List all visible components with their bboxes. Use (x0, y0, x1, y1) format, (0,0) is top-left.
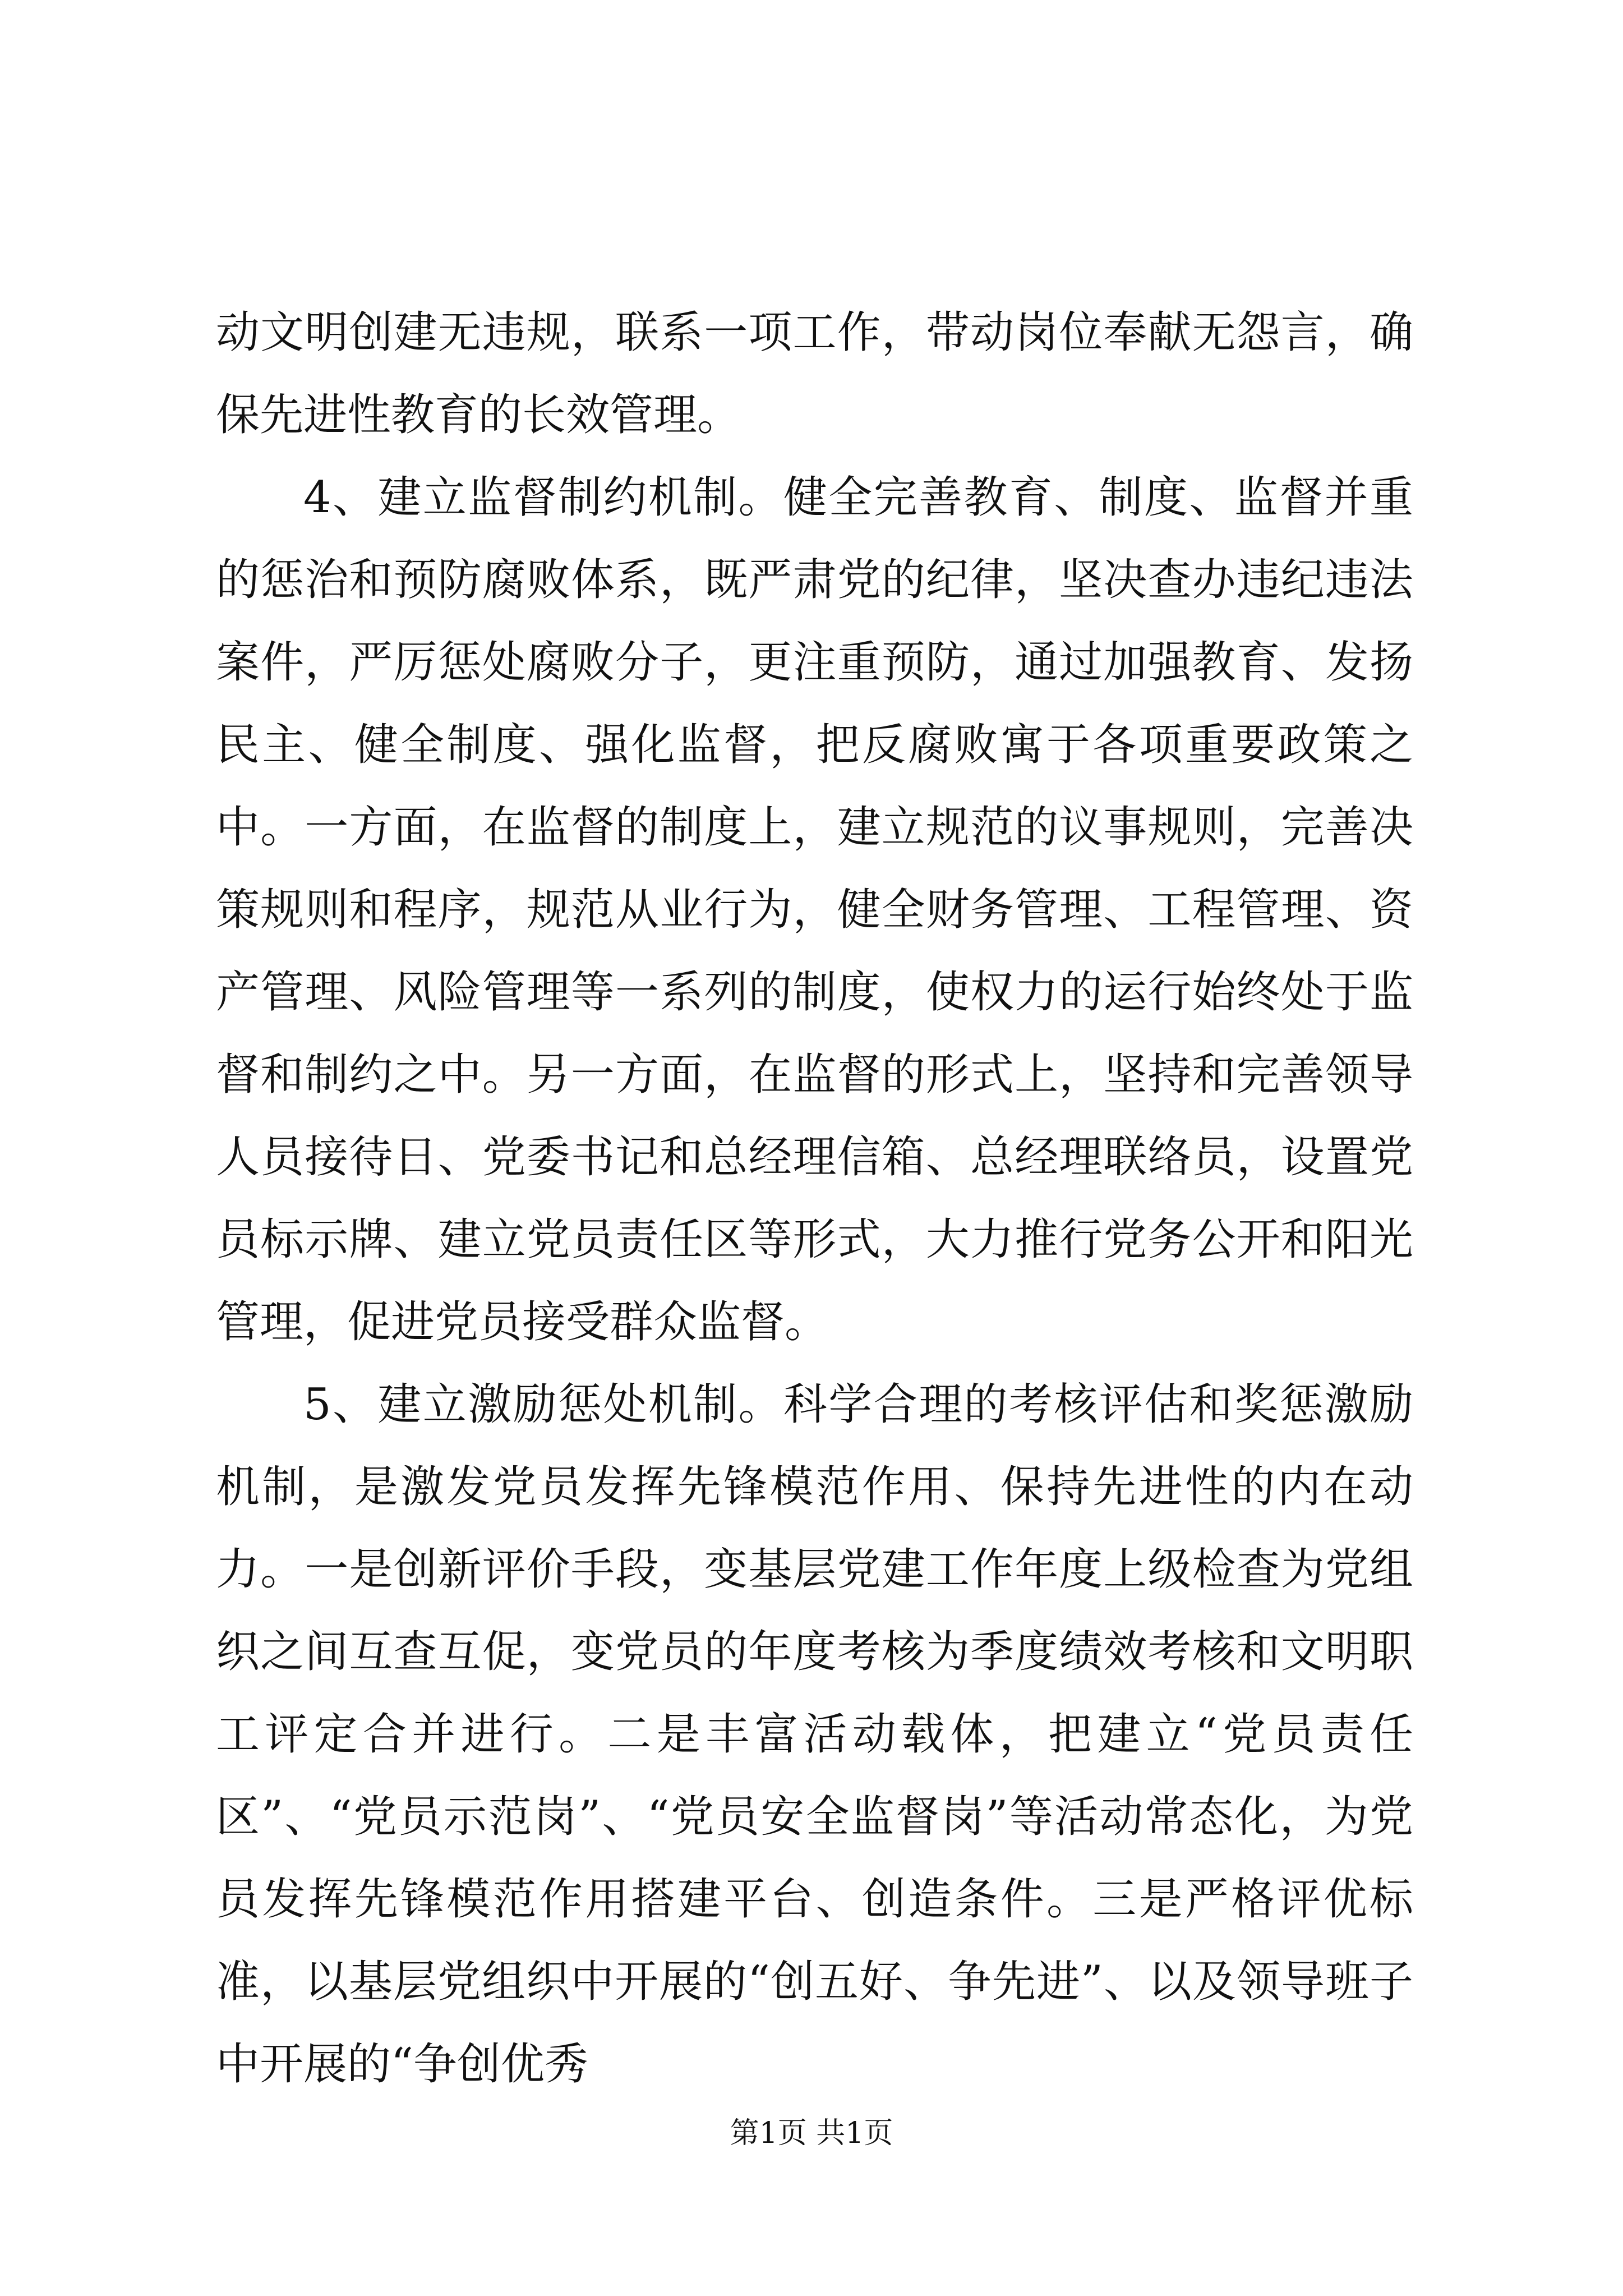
document-body (216, 292, 1413, 2106)
paragraph-incentive-mechanism: 5、建立激励惩处机制。科学合理的考核评估和奖惩激励机制，是激发党员发挥先锋模范作用、保持先进性的内在动力。一是创新评价手段，变基层党建工作年度上级检查为党组织之间互查互促，变党员的年度考核为季度绩效考核和文明职工评定合并进行。二是丰富活动载体，把建立“党员责任区”、“党员示范岗”、“党员安全监督岗”等活动常态化，为党员发挥先锋模范作用搭建平台、创造条件。三是严格评优标准，以基层党组织中开展的“创五好、争先进”、以及领导班子中开展的“争创优秀 (216, 1379, 1413, 2090)
page-footer: 第1页 共1页 (730, 2116, 893, 2150)
paragraph-supervision-mechanism: 4、建立监督制约机制。健全完善教育、制度、监督并重的惩治和预防腐败体系，既严肃党的纪律，坚决查办违纪违法案件，严厉惩处腐败分子，更注重预防，通过加强教育、发扬民主、健全制度、强化监督，把反腐败寓于各项重要政策之中。一方面，在监督的制度上，建立规范的议事规则，完善决策规则和程序，规范从业行为，健全财务管理、工程管理、资产管理、风险管理等一系列的制度，使权力的运行始终处于监督和制约之中。另一方面，在监督的形式上，坚持和完善领导人员接待日、党委书记和总经理信箱、总经理联络员，设置党员标示牌、建立党员责任区等形式，大力推行党务公开和阳光管理，促进党员接受群众监督。 (216, 472, 1413, 1347)
paragraph-continuation: 动文明创建无违规，联系一项工作，带动岗位奉献无怨言，确保先进性教育的长效管理。 (216, 307, 1413, 440)
